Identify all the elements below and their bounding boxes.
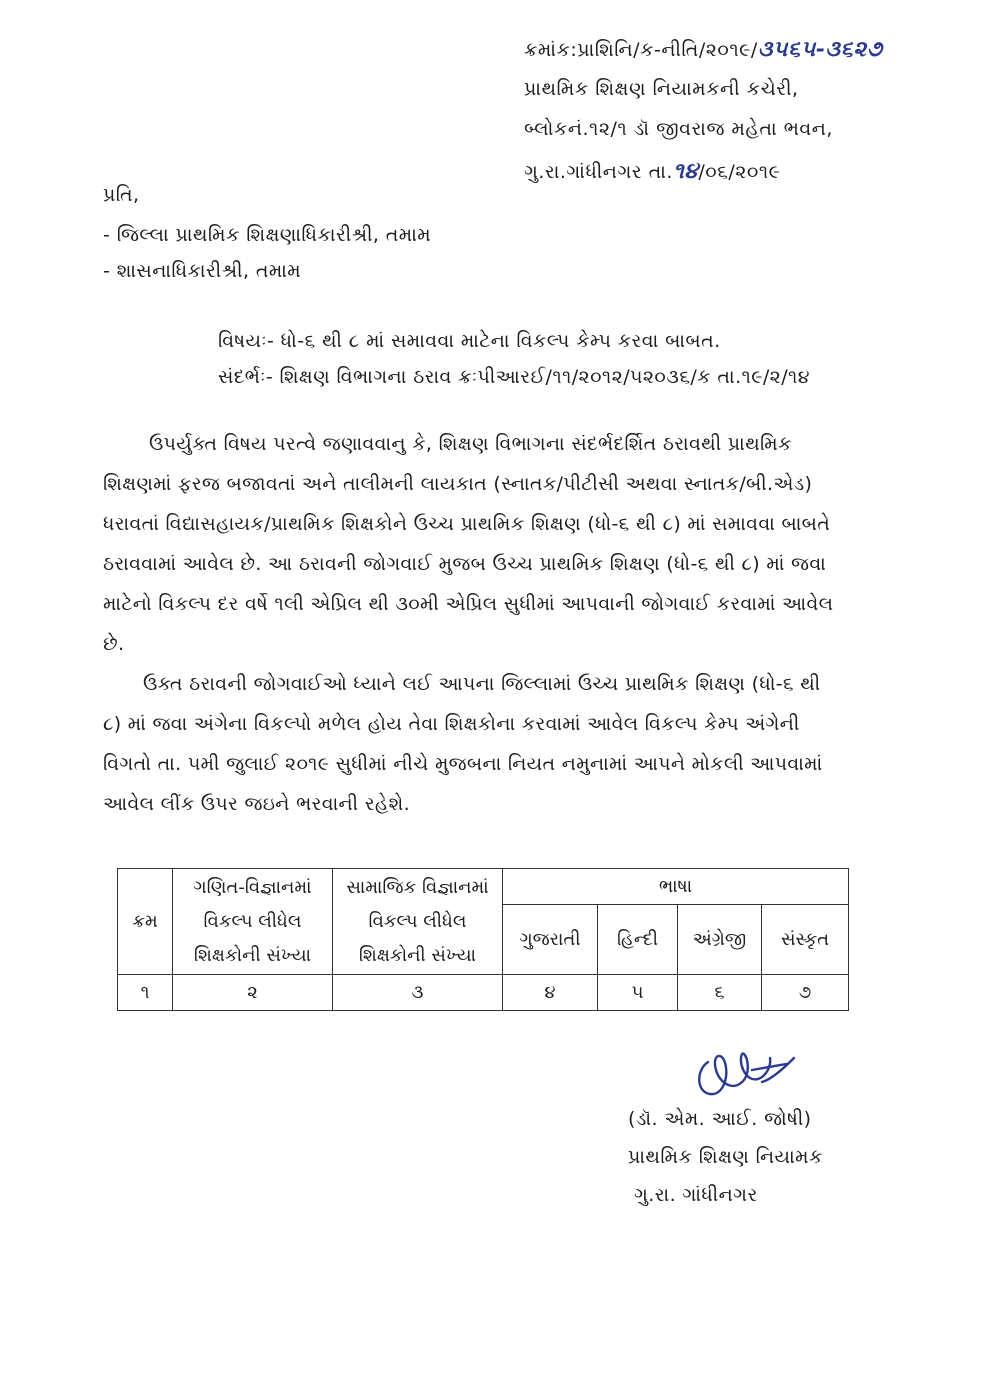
- signatory-place: ગુ.રા. ગાંધીનગર: [634, 1184, 758, 1206]
- reference-printed: ક્રમાંક:પ્રાશિનિ/ક-નીતિ/૨૦૧૯/: [524, 39, 758, 61]
- letter-date: [524, 158, 780, 184]
- paragraph-line: ઉક્ત ઠરાવની જોગવાઈઓ ધ્યાને લઈ આપના જિલ્લામાં ઉચ્ચ પ્રાથમિક શિક્ષણ (ધો-૬ થી: [143, 673, 821, 695]
- table-cell: ૬: [678, 975, 762, 1011]
- table-row: [118, 975, 849, 1011]
- paragraph-line: ઉપર્યુક્ત વિષય પરત્વે જણાવવાનુ કે, શિક્ષણ વિભાગના સંદર્ભદર્શિત ઠરાવથી પ્રાથમિક: [149, 433, 792, 455]
- body-paragraph-2: [103, 664, 863, 824]
- reference-line: સંદર્ભઃ- શિક્ષણ વિભાગના ઠરાવ ક્રઃપીઆરઈ/૧૧/૨૦૧૨/૫૨૦૩૬/ક તા.૧૯/૨/૧૪: [218, 366, 810, 388]
- date-prefix: ગુ.રા.ગાંધીનગર તા.: [524, 161, 673, 183]
- samajik-header: [333, 869, 503, 975]
- paragraph-line: આવેલ લીંક ઉપર જઇને ભરવાની રહેશે.: [103, 793, 410, 815]
- signatory-designation: પ્રાથમિક શિક્ષણ નિયામક: [628, 1146, 823, 1168]
- samajik-header-line: સામાજિક વિજ્ઞાનમાં: [346, 876, 489, 898]
- date-handwritten: ૧૪: [672, 158, 699, 184]
- ganit-header-line: શિક્ષકોની સંખ્યા: [193, 944, 312, 966]
- paragraph-line: વિગતો તા. ૫મી જુલાઈ ૨૦૧૯ સુધીમાં નીચે મુજબના નિયત નમુનામાં આપને મોકલી આપવામાં: [103, 753, 823, 775]
- paragraph-line: ધરાવતાં વિદ્યાસહાયક/પ્રાથમિક શિક્ષકોને ઉચ્ચ પ્રાથમિક શિક્ષણ (ધો-૬ થી ૮) માં સમાવવા બાબતે: [103, 513, 831, 535]
- table-cell: ૫: [598, 975, 678, 1011]
- table-cell: ૭: [762, 975, 849, 1011]
- language-header-gujarati: ગુજરાતી: [503, 905, 598, 975]
- table-cell: ૨: [173, 975, 333, 1011]
- paragraph-line: ઠરાવવામાં આવેલ છે. આ ઠરાવની જોગવાઈ મુજબ ઉચ્ચ પ્રાથમિક શિક્ષણ (ધો-૬ થી ૮) માં જવા: [103, 553, 827, 575]
- bhasha-header: ભાષા: [503, 869, 849, 905]
- option-camp-table: [117, 868, 849, 1011]
- samajik-header-line: વિકલ્પ લીધેલ: [368, 910, 467, 932]
- reference-number: [524, 36, 882, 62]
- reference-handwritten: ૩૫૬૫-૩૬૨૭: [757, 36, 883, 62]
- language-header-hindi: હિન્દી: [598, 905, 678, 975]
- table-cell: ૧: [118, 975, 173, 1011]
- language-header-english: અંગ્રેજી: [678, 905, 762, 975]
- date-suffix: /૦૬/૨૦૧૯: [698, 161, 781, 183]
- paragraph-line: માટેનો વિકલ્પ દર વર્ષે ૧લી એપ્રિલ થી ૩૦મી એપ્રિલ સુધીમાં આપવાની જોગવાઈ કરવામાં આવેલ: [103, 593, 834, 615]
- paragraph-line: ૮) માં જવા અંગેના વિકલ્પો મળેલ હોય તેવા શિક્ષકોના કરવામાં આવેલ વિકલ્પ કેમ્પ અંગેની: [103, 713, 800, 735]
- samajik-header-line: શિક્ષકોની સંખ્યા: [358, 944, 477, 966]
- prati-label: પ્રતિ,: [103, 184, 140, 206]
- paragraph-line: છે.: [103, 633, 125, 655]
- ganit-header: [173, 869, 333, 975]
- signatory-name: (ડૉ. એમ. આઈ. જોષી): [628, 1108, 812, 1130]
- table-cell: ૪: [503, 975, 598, 1011]
- language-header-sanskrit: સંસ્કૃત: [762, 905, 849, 975]
- ganit-header-line: ગણિત-વિજ્ઞાનમાં: [193, 876, 312, 898]
- paragraph-line: શિક્ષણમાં ફરજ બજાવતાં અને તાલીમની લાયકાત (સ્નાતક/પીટીસી અથવા સ્નાતક/બી.એડ): [103, 473, 813, 495]
- handwritten-signature: [690, 1040, 800, 1110]
- recipient-item: - શાસનાધિકારીશ્રી, તમામ: [103, 260, 302, 282]
- ganit-header-line: વિકલ્પ લીધેલ: [203, 910, 302, 932]
- table-cell: ૩: [333, 975, 503, 1011]
- office-name: પ્રાથમિક શિક્ષણ નિયામકની કચેરી,: [524, 78, 799, 100]
- subject-line: વિષયઃ- ધો-૬ થી ૮ માં સમાવવા માટેના વિકલ્પ કેમ્પ કરવા બાબત.: [218, 330, 721, 352]
- recipient-item: - જિલ્લા પ્રાથમિક શિક્ષણાધિકારીશ્રી, તમામ: [103, 224, 432, 246]
- office-address: બ્લોકનં.૧૨/૧ ડૉ જીવરાજ મહેતા ભવન,: [524, 118, 833, 140]
- kram-header: ક્રમ: [118, 869, 173, 975]
- body-paragraph-1: [103, 424, 863, 664]
